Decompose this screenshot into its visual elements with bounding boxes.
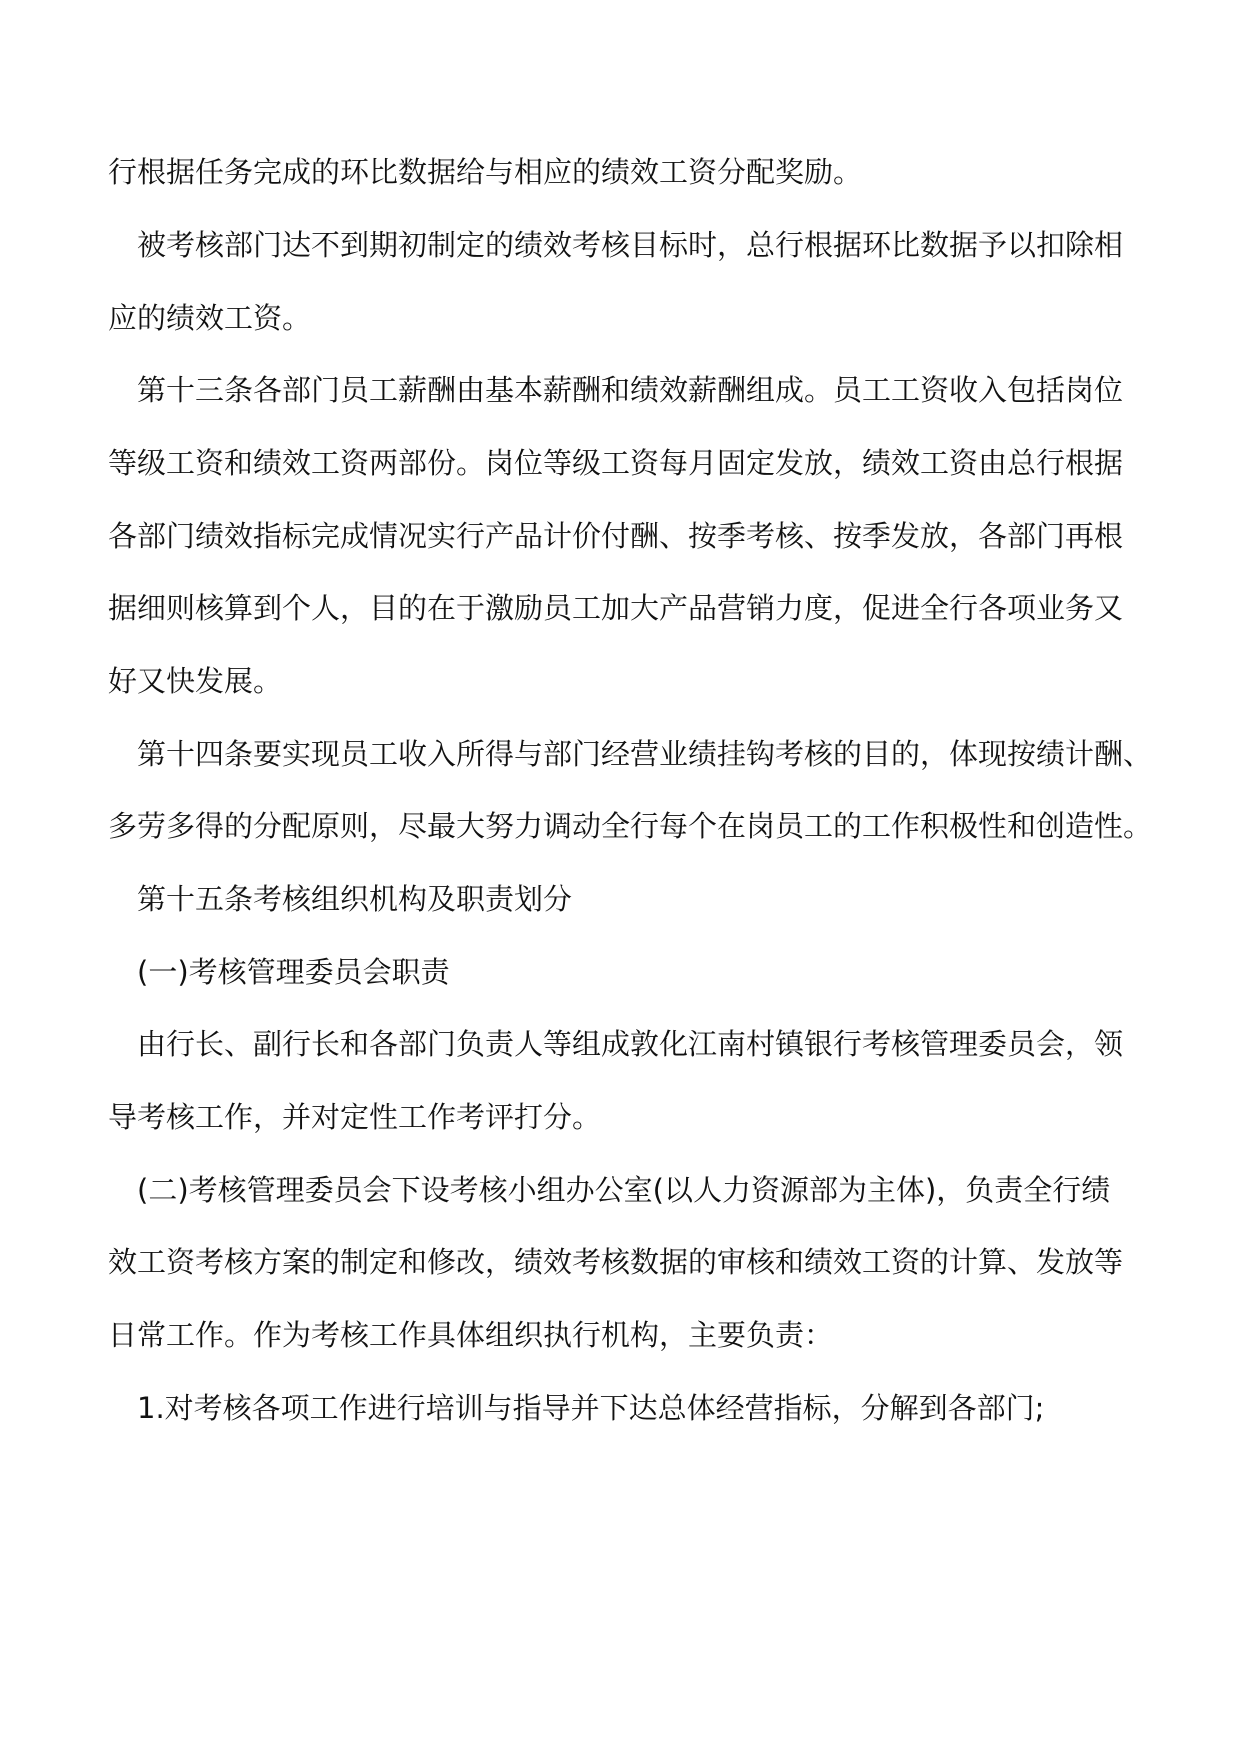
text-line-15: (二)考核管理委员会下设考核小组办公室(以人力资源部为主体)，负责全行绩 <box>137 1173 1111 1207</box>
text-line-4: 第十三条各部门员工薪酬由基本薪酬和绩效薪酬组成。员工工资收入包括岗位 <box>137 373 1124 407</box>
text-line-9: 第十四条要实现员工收入所得与部门经营业绩挂钩考核的目的，体现按绩计酬、 <box>137 737 1153 771</box>
text-line-16: 效工资考核方案的制定和修改，绩效考核数据的审核和绩效工资的计算、发放等 <box>108 1245 1124 1279</box>
text-line-10: 多劳多得的分配原则，尽最大努力调动全行每个在岗员工的工作积极性和创造性。 <box>108 809 1153 843</box>
text-line-5: 等级工资和绩效工资两部份。岗位等级工资每月固定发放，绩效工资由总行根据 <box>108 446 1124 480</box>
text-line-2: 被考核部门达不到期初制定的绩效考核目标时，总行根据环比数据予以扣除相 <box>137 228 1124 262</box>
text-line-1: 行根据任务完成的环比数据给与相应的绩效工资分配奖励。 <box>108 155 863 189</box>
text-line-11: 第十五条考核组织机构及职责划分 <box>137 882 573 916</box>
text-line-7: 据细则核算到个人，目的在于激励员工加大产品营销力度，促进全行各项业务又 <box>108 591 1124 625</box>
text-line-12: (一)考核管理委员会职责 <box>137 955 450 989</box>
text-line-8: 好又快发展。 <box>108 664 283 698</box>
text-line-6: 各部门绩效指标完成情况实行产品计价付酬、按季考核、按季发放，各部门再根 <box>108 519 1124 553</box>
text-line-13: 由行长、副行长和各部门负责人等组成敦化江南村镇银行考核管理委员会，领 <box>137 1027 1124 1061</box>
text-line-17: 日常工作。作为考核工作具体组织执行机构，主要负责： <box>108 1318 834 1352</box>
text-line-18: 1.对考核各项工作进行培训与指导并下达总体经营指标，分解到各部门; <box>137 1391 1045 1425</box>
text-line-14: 导考核工作，并对定性工作考评打分。 <box>108 1100 602 1134</box>
text-line-3: 应的绩效工资。 <box>108 301 312 335</box>
